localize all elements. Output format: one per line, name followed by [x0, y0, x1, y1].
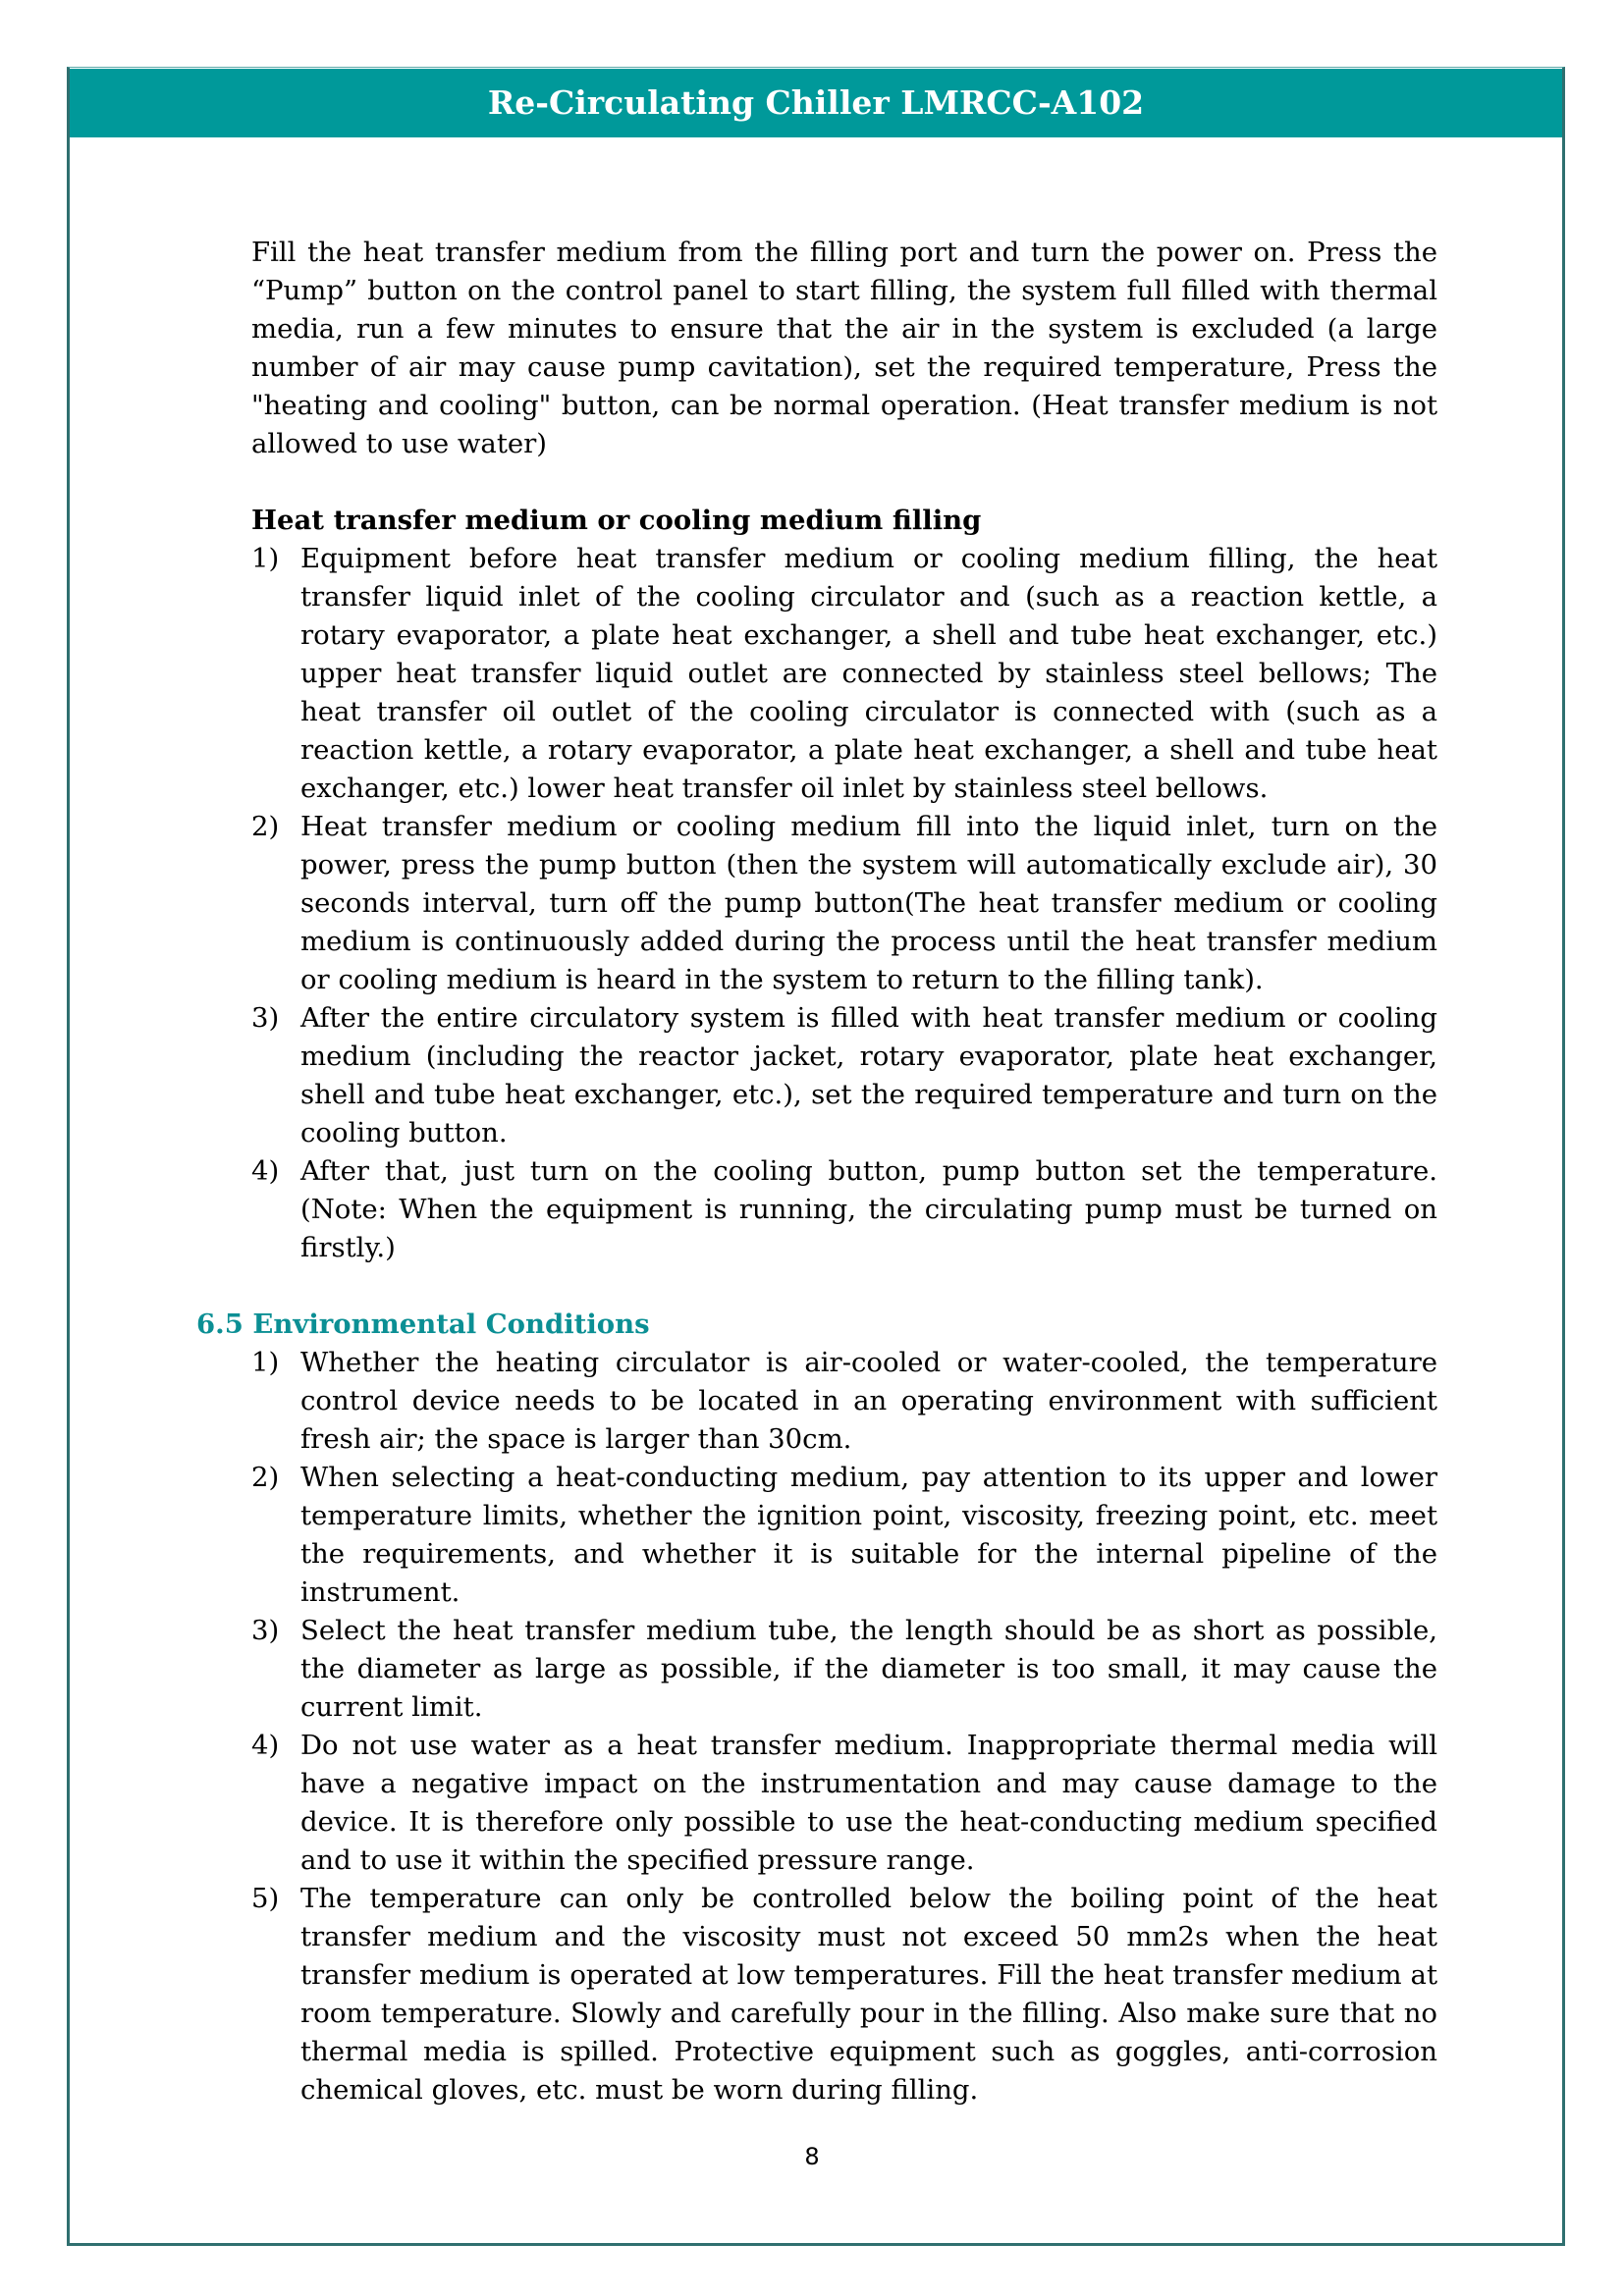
item-number: 3) — [251, 1002, 280, 1034]
item-text: Whether the heating circulator is air-cooled or water-cooled, the temperature control device needs to be located in an operating environment with sufficient fresh air; the space is larger than 30cm. — [300, 1347, 1437, 1455]
item-text: When selecting a heat-conducting medium, pay attention to its upper and lower temperature limits, whether the ignition point, viscosity, freezing point, etc. meet the requirements, and whether it is suitable for the internal pipeline of the instrument. — [300, 1462, 1437, 1608]
item-number: 2) — [251, 811, 280, 842]
list-item — [251, 1459, 1437, 1612]
item-text: After the entire circulatory system is filled with heat transfer medium or cooling medium (including the reactor jacket, rotary evaporator, plate heat exchanger, shell and tube heat exchanger, etc.), set the required temperature and turn on the cooling button. — [300, 1002, 1437, 1148]
page-header: Re-Circulating Chiller LMRCC-A102 — [70, 69, 1562, 137]
section-heading-environment: 6.5 Environmental Conditions — [196, 1308, 650, 1340]
intro-paragraph: Fill the heat transfer medium from the filling port and turn the power on. Press the “Pump” button on the control panel to start filling, the system full filled with thermal media, run a few minutes to ensure that the air in the system is excluded (a large number of air may cause pump cavitation), set the required temperature, Press the "heating and cooling" button, can be normal operation. (Heat transfer medium is not allowed to use water) — [251, 237, 1437, 459]
item-number: 5) — [251, 1883, 280, 1914]
item-text: Heat transfer medium or cooling medium fill into the liquid inlet, turn on the power, press the pump button (then the system will automatically exclude air), 30 seconds interval, turn off the pump button(The heat transfer medium or cooling medium is continuously added during the process until the heat transfer medium or cooling medium is heard in the system to return to the filling tank). — [300, 811, 1437, 995]
item-text: After that, just turn on the cooling button, pump button set the temperature. (Note: When the equipment is running, the circulating pump must be turned on firstly.) — [300, 1155, 1437, 1263]
item-number: 1) — [251, 543, 280, 574]
list-item — [251, 1612, 1437, 1727]
item-number: 4) — [251, 1730, 280, 1761]
item-text: Select the heat transfer medium tube, the length should be as short as possible, the diameter as large as possible, if the diameter is too small, it may cause the current limit. — [300, 1615, 1437, 1723]
item-text: The temperature can only be controlled below the boiling point of the heat transfer medium and the viscosity must not exceed 50 mm2s when the heat transfer medium is operated at low temperatures. Fill the heat transfer medium at room temperature. Slowly and carefully pour in the filling. Also make sure that no thermal media is spilled. Protective equipment such as goggles, anti-corrosion chemical gloves, etc. must be worn during filling. — [300, 1883, 1437, 2106]
page-number: 8 — [804, 2143, 820, 2170]
item-text: Do not use water as a heat transfer medium. Inappropriate thermal media will have a negative impact on the instrumentation and may cause damage to the device. It is therefore only possible to use the heat-conducting medium specified and to use it within the specified pressure range. — [300, 1730, 1437, 1876]
item-number: 4) — [251, 1155, 280, 1187]
item-number: 2) — [251, 1462, 280, 1493]
filling-list — [251, 540, 1437, 1267]
item-text: Equipment before heat transfer medium or cooling medium filling, the heat transfer liquid inlet of the cooling circulator and (such as a reaction kettle, a rotary evaporator, a plate heat exchanger, a shell and tube heat exchanger, etc.) upper heat transfer liquid outlet are connected by stainless steel bellows; The heat transfer oil outlet of the cooling circulator is connected with (such as a reaction kettle, a rotary evaporator, a plate heat exchanger, a shell and tube heat exchanger, etc.) lower heat transfer oil inlet by stainless steel bellows. — [300, 543, 1437, 804]
item-number: 1) — [251, 1347, 280, 1378]
environment-list — [251, 1344, 1437, 2109]
list-item — [251, 1880, 1437, 2109]
list-item — [251, 540, 1437, 808]
filling-heading: Heat transfer medium or cooling medium filling — [251, 505, 982, 536]
list-item — [251, 999, 1437, 1152]
list-item — [251, 1152, 1437, 1267]
list-item — [251, 1344, 1437, 1459]
list-item — [251, 808, 1437, 999]
list-item — [251, 1727, 1437, 1880]
item-number: 3) — [251, 1615, 280, 1646]
page-content — [196, 234, 1437, 2109]
